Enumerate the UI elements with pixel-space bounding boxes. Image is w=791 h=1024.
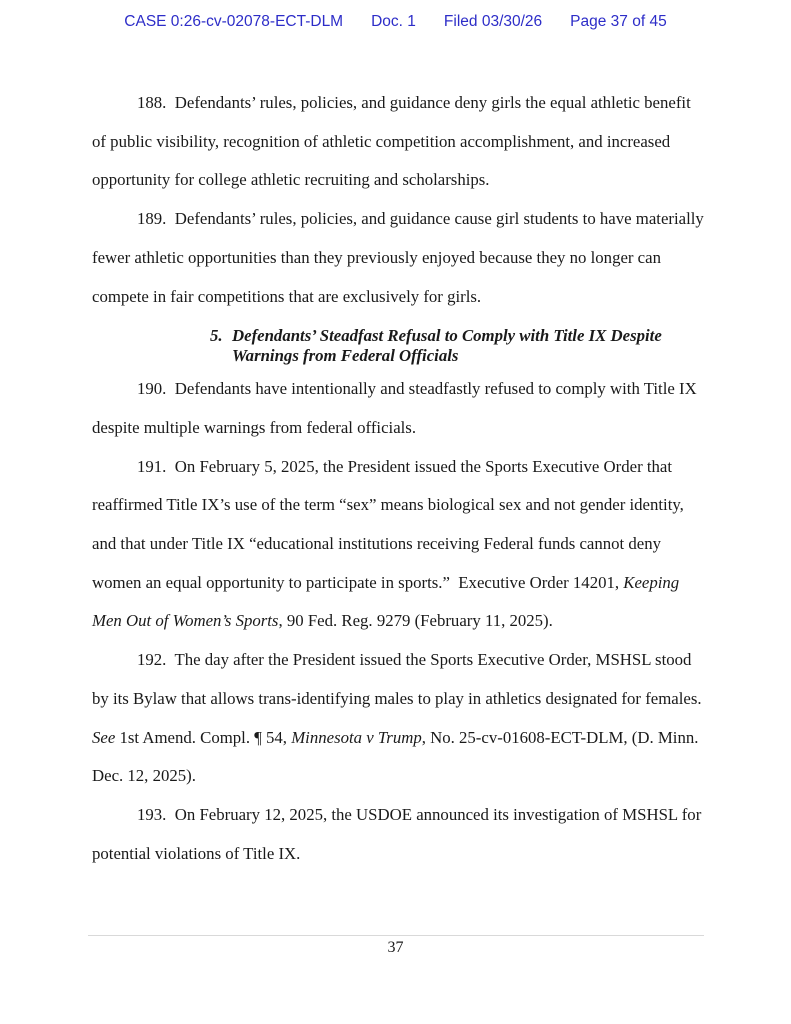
paragraph: [92, 796, 704, 873]
text-run: Keeping Men Out of Women’s Sports: [92, 572, 684, 631]
text-run: 189. Defendants’ rules, policies, and guidance cause girl students to have materially fewer athletic opportunities than they previously enjoyed because they no longer can compete in fair competitions that are exclusively for girls.: [92, 209, 709, 306]
text-run: 1st Amend. Compl. ¶ 54,: [115, 727, 292, 747]
footer-divider: [88, 935, 704, 936]
stamp-doc-number: Doc. 1: [371, 13, 416, 30]
stamp-case-number: CASE 0:26-cv-02078-ECT-DLM: [124, 13, 344, 30]
text-run: 192. The day after the President issued the Sports Executive Order, MSHSL stood by its Bylaw that allows trans-identifying males to play in athletics designated for females.: [92, 650, 710, 708]
section-heading: [210, 326, 704, 365]
section-heading-number: 5.: [210, 326, 223, 346]
text-run: See: [92, 727, 116, 747]
page-number: 37: [387, 939, 404, 956]
paragraph: [92, 84, 704, 200]
text-run: 191. On February 5, 2025, the President issued the Sports Executive Order that reaffirmed Title IX’s use of the term “sex” means biological sex and not gender identity, and that under Title IX “educational institutions receiving Federal funds cannot deny women an equal opportunity to participate in sports.” Executive Order 14201,: [92, 456, 689, 592]
document-body: [92, 84, 710, 873]
paragraph: [92, 448, 704, 642]
text-run: 193. On February 12, 2025, the USDOE announced its investigation of MSHSL for potential violations of Title IX.: [92, 804, 706, 863]
text-run: , No. 25-cv-01608-ECT-DLM, (D. Minn. Dec. 12, 2025).: [92, 727, 703, 786]
text-run: 190. Defendants have intentionally and steadfastly refused to comply with Title IX despite multiple warnings from federal officials.: [92, 379, 701, 437]
text-run: , 90 Fed. Reg. 9279 (February 11, 2025).: [278, 611, 553, 631]
stamp-filed-date: Filed 03/30/26: [443, 13, 543, 30]
court-stamp: [0, 13, 791, 31]
paragraph: [92, 641, 710, 796]
text-run: 188. Defendants’ rules, policies, and guidance deny girls the equal athletic benefit of public visibility, recognition of athletic competition accomplishment, and increased opportunity for college athletic recruiting and scholarships.: [92, 93, 695, 190]
paragraph: [92, 200, 709, 316]
text-run: Minnesota v Trump: [291, 727, 422, 747]
section-heading-text: [232, 326, 682, 365]
text-run: Defendants’ Steadfast Refusal to Comply with Title IX Despite Warnings from Federal Officials: [232, 326, 662, 365]
paragraph: [92, 370, 704, 447]
stamp-page-info: Page 37 of 45: [570, 13, 667, 30]
